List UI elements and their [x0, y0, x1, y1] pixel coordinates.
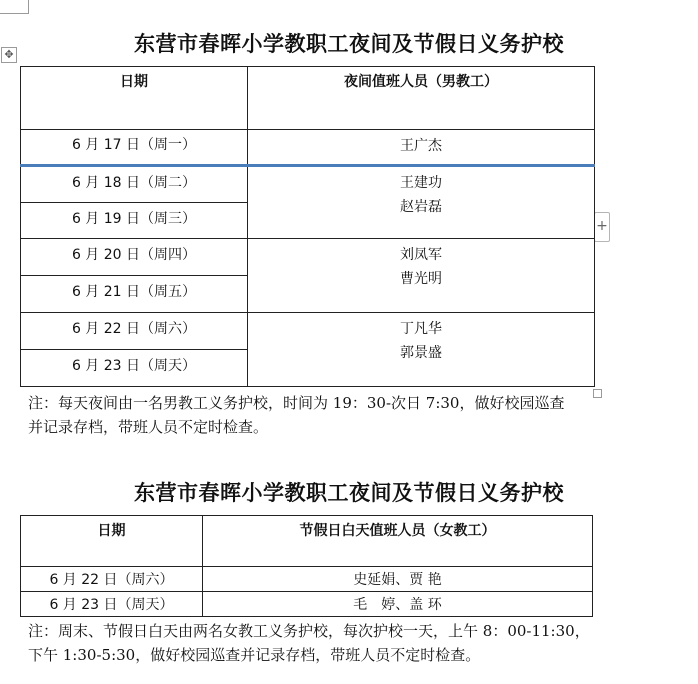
staff-cell: [248, 313, 595, 387]
table-header-row: [21, 67, 595, 130]
note-line: 下午 1:30-5:30，做好校园巡查并记录存档，带班人员不定时检查。: [28, 646, 481, 664]
staff-name: 王建功: [400, 175, 442, 191]
header-date: 日期: [21, 516, 203, 567]
header-staff: 夜间值班人员（男教工）: [248, 67, 595, 130]
table-move-handle-icon[interactable]: ✥: [1, 47, 17, 63]
table-header-row: [21, 516, 593, 567]
night-duty-table: [20, 66, 595, 387]
date-cell: 6 月 17 日（周一）: [21, 130, 248, 166]
page-corner-mark-horizontal: [0, 13, 28, 14]
date-cell: 6 月 18 日（周二）: [21, 166, 248, 203]
staff-name: 王广杰: [400, 138, 442, 154]
staff-name: 刘凤军: [400, 247, 442, 263]
note-line: 并记录存档，带班人员不定时检查。: [28, 418, 269, 436]
staff-name: 赵岩磊: [400, 199, 442, 215]
night-duty-note: [28, 391, 696, 439]
page-title: 东营市春晖小学教职工夜间及节假日义务护校: [134, 31, 564, 56]
note-line: 注：每天夜间由一名男教工义务护校，时间为 19：30-次日 7:30，做好校园巡查: [28, 394, 565, 412]
date-cell: 6 月 21 日（周五）: [21, 276, 248, 313]
staff-name: 丁凡华: [400, 321, 442, 337]
date-cell: 6 月 19 日（周三）: [21, 203, 248, 239]
table-row: [21, 239, 595, 276]
staff-cell: [248, 130, 595, 166]
staff-cell: [248, 166, 595, 239]
note-line: 注：周末、节假日白天由两名女教工义务护校，每次护校一天，上午 8：00-11:30，: [28, 622, 590, 640]
table-row: [21, 130, 595, 166]
date-cell: 6 月 23 日（周天）: [21, 592, 203, 617]
staff-cell: 史延娟、贾 艳: [203, 567, 593, 592]
date-cell: 6 月 22 日（周六）: [21, 313, 248, 350]
page-corner-mark: [28, 0, 29, 14]
header-date: 日期: [21, 67, 248, 130]
section-title: 东营市春晖小学教职工夜间及节假日义务护校: [134, 480, 564, 505]
table-row: [21, 313, 595, 350]
date-cell: 6 月 22 日（周六）: [21, 567, 203, 592]
table-row: [21, 166, 595, 203]
table-row: [21, 592, 593, 617]
date-cell: 6 月 20 日（周四）: [21, 239, 248, 276]
holiday-duty-table: [20, 515, 593, 617]
staff-name: 郭景盛: [400, 345, 442, 361]
holiday-duty-note: [28, 619, 696, 667]
staff-cell: [248, 239, 595, 313]
table-row: [21, 567, 593, 592]
date-cell: 6 月 23 日（周天）: [21, 350, 248, 387]
add-column-icon[interactable]: +: [594, 212, 610, 242]
header-staff: 节假日白天值班人员（女教工）: [203, 516, 593, 567]
staff-name: 曹光明: [400, 271, 442, 287]
staff-cell: 毛 婷、盖 环: [203, 592, 593, 617]
